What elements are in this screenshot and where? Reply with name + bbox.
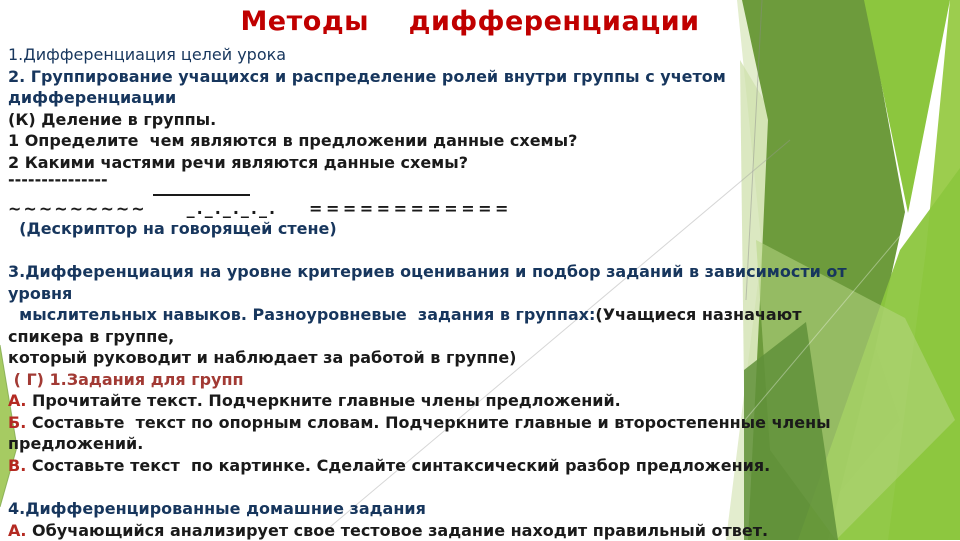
text-segment: 4.Дифференцированные домашние задания	[8, 499, 426, 518]
text-line	[8, 347, 960, 369]
text-segment: 2. Группирование учащихся и распределение ролей внутри группы с учетом	[8, 67, 726, 86]
text-segment: _._._._._.	[187, 199, 277, 218]
text-line	[8, 109, 960, 131]
text-segment: (Учащиеся назначают	[595, 305, 801, 324]
text-segment: 3.Дифференциация на уровне критериев оценивания и подбор заданий в зависимости от	[8, 262, 847, 281]
text-segment: 1.Дифференциация целей урока	[8, 45, 286, 64]
blank-line	[8, 240, 960, 262]
text-segment: предложений.	[8, 434, 143, 453]
text-segment: 2 Какими частями речи являются данные схемы?	[8, 153, 468, 172]
text-segment: (К) Деление в группы.	[8, 110, 216, 129]
blank-line	[8, 476, 960, 498]
text-segment: Составьте текст по опорным словам. Подчеркните главные и второстепенные члены	[32, 413, 831, 432]
text-line	[8, 412, 960, 434]
text-segment: (Дескриптор на говорящей стене)	[8, 219, 337, 238]
sentence-scheme-row	[8, 200, 960, 218]
text-line	[8, 44, 960, 66]
text-line	[8, 304, 960, 326]
text-line	[8, 130, 960, 152]
slide-body-text	[8, 44, 960, 541]
text-segment: мыслительных навыков. Разноуровневые задания в группах:	[8, 305, 595, 324]
text-line	[8, 455, 960, 477]
text-segment: уровня	[8, 284, 72, 303]
text-line	[8, 326, 960, 348]
text-segment: В.	[8, 456, 32, 475]
text-segment: Составьте текст по картинке. Сделайте синтаксический разбор предложения.	[32, 456, 770, 475]
text-segment: ---------------	[8, 170, 108, 189]
text-segment: А.	[8, 391, 32, 410]
text-line	[8, 369, 960, 391]
text-line	[8, 433, 960, 455]
text-line	[8, 152, 960, 174]
text-line	[8, 66, 960, 88]
text-segment: Обучающийся анализирует свое тестовое задание находит правильный ответ.	[32, 521, 768, 540]
text-segment: А.	[8, 521, 32, 540]
text-line	[8, 520, 960, 541]
text-segment: Прочитайте текст. Подчеркните главные члены предложений.	[32, 391, 621, 410]
text-line	[8, 173, 960, 187]
text-line	[8, 498, 960, 520]
text-segment: дифференциации	[8, 88, 176, 107]
text-line	[8, 87, 960, 109]
text-segment: ~~~~~~~~~	[8, 199, 147, 218]
solid-line-shape	[153, 194, 250, 196]
text-line	[8, 390, 960, 412]
text-segment: ( Г) 1.Задания для групп	[8, 370, 244, 389]
text-segment: спикера в группе,	[8, 327, 174, 346]
text-line	[8, 261, 960, 283]
text-segment: Б.	[8, 413, 32, 432]
text-line	[8, 283, 960, 305]
text-line	[8, 218, 960, 240]
text-segment: ============	[309, 199, 512, 218]
text-segment: который руководит и наблюдает за работой в группе)	[8, 348, 516, 367]
text-segment: 1 Определите чем являются в предложении данные схемы?	[8, 131, 577, 150]
slide-title: Методы дифференциации	[0, 6, 940, 37]
